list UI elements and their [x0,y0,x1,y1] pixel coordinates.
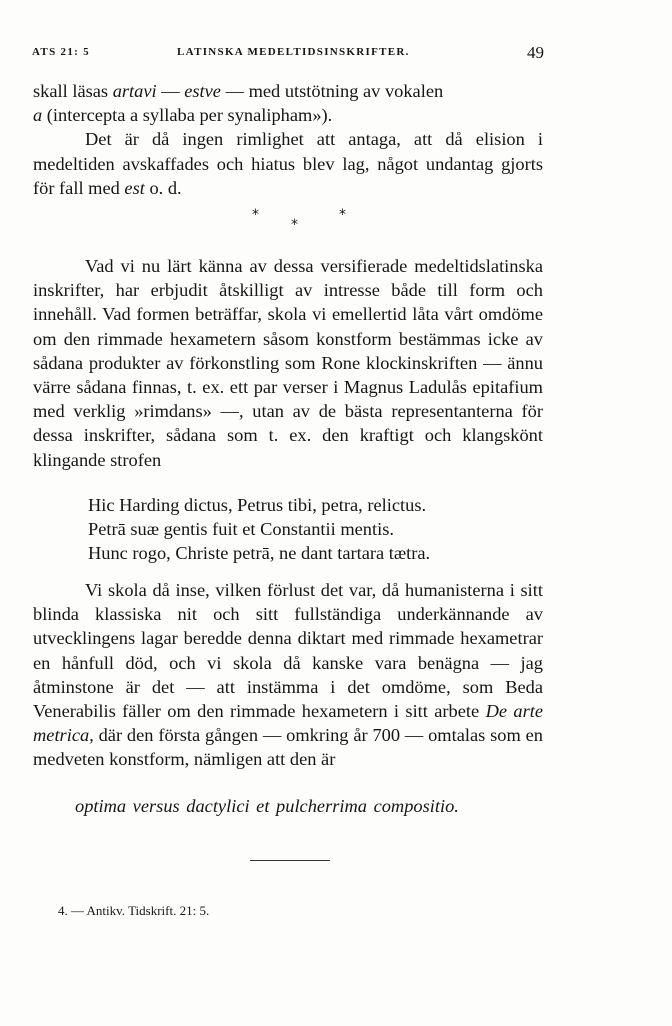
asterisk: * [252,207,259,223]
running-header [32,43,544,66]
paragraph-humanists [33,578,543,772]
paragraph-continued [33,79,543,127]
italic-word: est [124,177,145,198]
header-signature: ATS 21: 5 [32,46,90,58]
page-number: 49 [527,43,544,62]
asterisk: * [291,217,298,233]
text-run: Det är då ingen rimlighet att antaga, att då elision i medeltiden avskaffades och hiatus blev lag, något undantag gjorts för fall med [33,129,543,198]
body-text-section-3 [33,578,543,772]
section-divider-asterisks [0,207,672,237]
poem-line: Petrā suæ gentis fuit et Constantii mentis. [88,519,394,540]
body-text-section-2 [33,254,543,472]
header-title: LATINSKA MEDELTIDSINSKRIFTER. [177,46,410,58]
signature-footnote: 4. — Antikv. Tidskrift. 21: 5. [58,903,210,918]
text-run: där den första gången — omkring år 700 — omtalas som en medveten konstform, nämligen att den är [33,725,543,770]
text-run: o. d. [144,177,182,198]
italic-title: De arte metrica, [33,701,544,746]
text-run: — [156,81,185,101]
paragraph-hexameter: Vad vi nu lärt känna av dessa versifierade medeltidslatinska inskrifter, har erbjudit åtskilligt av intresse både till form och innehåll. Vad formen beträffar, skola vi emellertid låta vårt omdöme om den rimmade hexametern såsom konstform bestämmas icke av sådana produkter av förkonstling som Rone klockinskriften — ännu värre sådana finnas, t. ex. ett par verser i Magnus Ladulås epitafium med verklig »rimdans» —, utan av de bästa representanterna för dessa inskrifter, sådana som t. ex. den kraftigt och klangskönt klingande strofen [33,256,543,470]
paragraph-elision [33,127,543,200]
latin-quote: optima versus dactylici et pulcherrima compositio. [75,796,459,816]
poem-line: Hic Harding dictus, Petrus tibi, petra, relictus. [88,495,427,515]
poem-line: Hunc rogo, Christe petrā, ne dant tartara tætra. [88,543,431,564]
text-run: Vi skola då inse, vilken förlust det var, då humanisterna i sitt blinda klassiska nit och sitt fullständiga underkännande av utvecklingens lagar beredde denna diktart med rimmade hexametrar en hånfull död, och vi skola då kanske vara benägna — jag åtminstone är det — att instämma i det omdöme, som Beda Venerabilis fäller om den rimmade hexametern i sitt arbete [33,580,543,722]
italic-word: estve [184,81,221,101]
footnote-rule [250,860,330,861]
text-run: (intercepta a syllaba per synalipham»). [42,105,333,126]
text-run: — med utstötning av vokalen [220,81,444,101]
italic-letter: a [33,105,43,126]
text-run: skall läsas [33,81,113,101]
poem-strophe [88,493,430,566]
italic-word: artavi [112,81,157,101]
asterisk: * [339,207,346,223]
body-text [33,79,543,200]
